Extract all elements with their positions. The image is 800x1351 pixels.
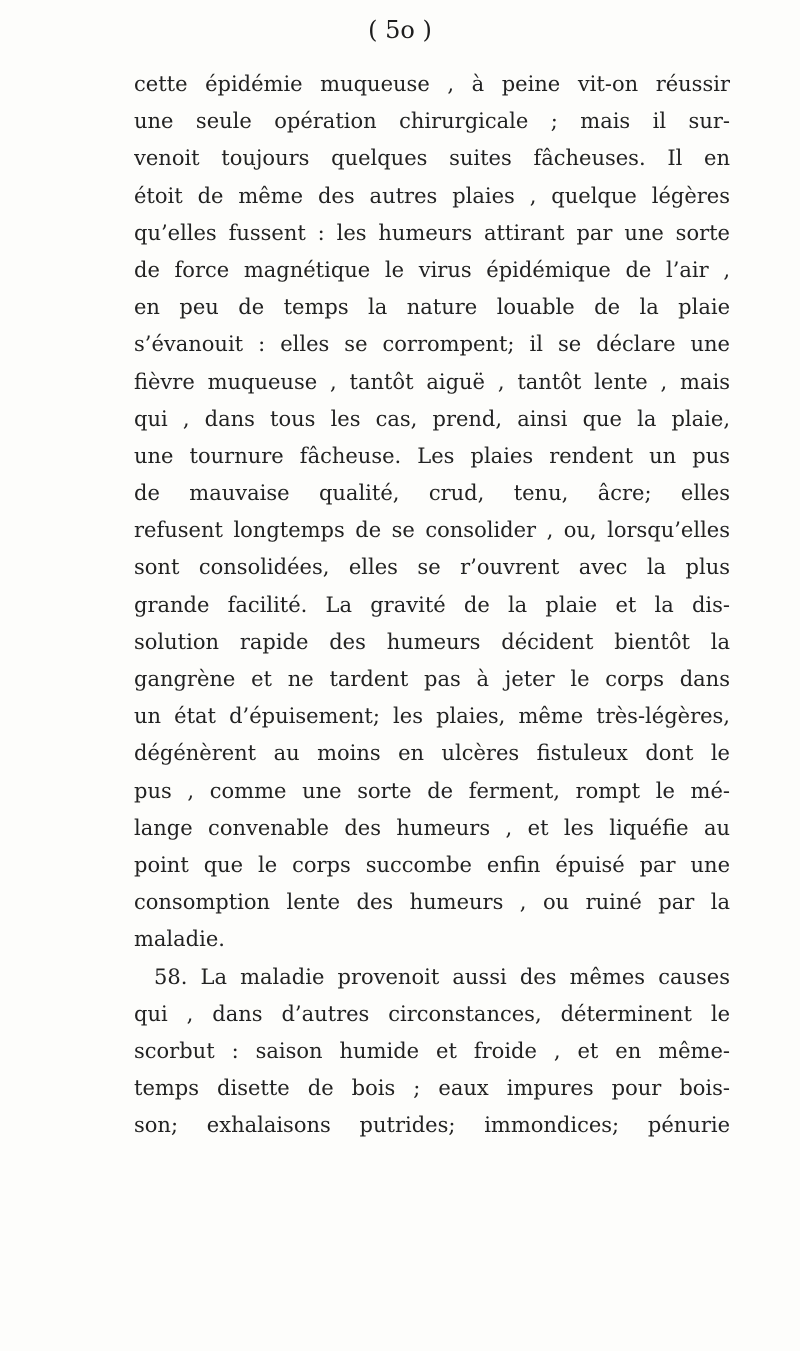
text-line: dégénèrent au moins en ulcères fistuleux dont le bbox=[134, 741, 730, 766]
text-line: étoit de même des autres plaies , quelque légères bbox=[134, 183, 730, 208]
text-line: temps disette de bois ; eaux impures pour bois- bbox=[134, 1076, 730, 1101]
text-line: s’évanouit : elles se corrompent; il se déclare une bbox=[134, 332, 730, 357]
text-line: un état d’épuisement; les plaies, même très-légères, bbox=[134, 704, 730, 729]
text-line: pus , comme une sorte de ferment, rompt le mé- bbox=[134, 778, 730, 803]
text-line: de force magnétique le virus épidémique de l’air , bbox=[134, 257, 730, 282]
text-line: maladie. bbox=[134, 927, 225, 952]
text-line: une tournure fâcheuse. Les plaies rendent un pus bbox=[134, 443, 730, 468]
body-text bbox=[134, 66, 730, 1144]
text-line: gangrène et ne tardent pas à jeter le corps dans bbox=[134, 667, 730, 691]
text-line: une seule opération chirurgicale ; mais il sur- bbox=[134, 109, 730, 134]
text-line: venoit toujours quelques suites fâcheuses. Il en bbox=[134, 146, 730, 171]
text-line: fièvre muqueuse , tantôt aiguë , tantôt lente , mais bbox=[134, 369, 730, 394]
text-line: de mauvaise qualité, crud, tenu, âcre; elles bbox=[134, 481, 730, 506]
text-line: qui , dans tous les cas, prend, ainsi que la plaie, bbox=[134, 406, 730, 431]
text-line: sont consolidées, elles se r’ouvrent avec la plus bbox=[134, 555, 730, 580]
text-line: grande facilité. La gravité de la plaie et la dis- bbox=[134, 592, 730, 617]
text-line: qu’elles fussent : les humeurs attirant par une sorte bbox=[134, 220, 730, 245]
text-line: 58. La maladie provenoit aussi des mêmes causes bbox=[154, 964, 730, 989]
text-line: qui , dans d’autres circonstances, déterminent le bbox=[134, 1001, 730, 1026]
page-number: ( 5o ) bbox=[368, 16, 432, 44]
text-line: scorbut : saison humide et froide , et en même- bbox=[134, 1038, 730, 1063]
text-line: consomption lente des humeurs , ou ruiné par la bbox=[134, 890, 730, 915]
text-line: en peu de temps la nature louable de la plaie bbox=[134, 295, 730, 320]
text-line: lange convenable des humeurs , et les liquéfie au bbox=[134, 815, 730, 840]
text-line: refusent longtemps de se consolider , ou, lorsqu’elles bbox=[134, 518, 730, 543]
text-line: point que le corps succombe enfin épuisé par une bbox=[134, 852, 730, 877]
text-line: solution rapide des humeurs décident bientôt la bbox=[134, 629, 730, 654]
text-line: cette épidémie muqueuse , à peine vit-on réussir bbox=[134, 72, 730, 96]
text-line: son; exhalaisons putrides; immondices; pénurie bbox=[134, 1113, 730, 1138]
